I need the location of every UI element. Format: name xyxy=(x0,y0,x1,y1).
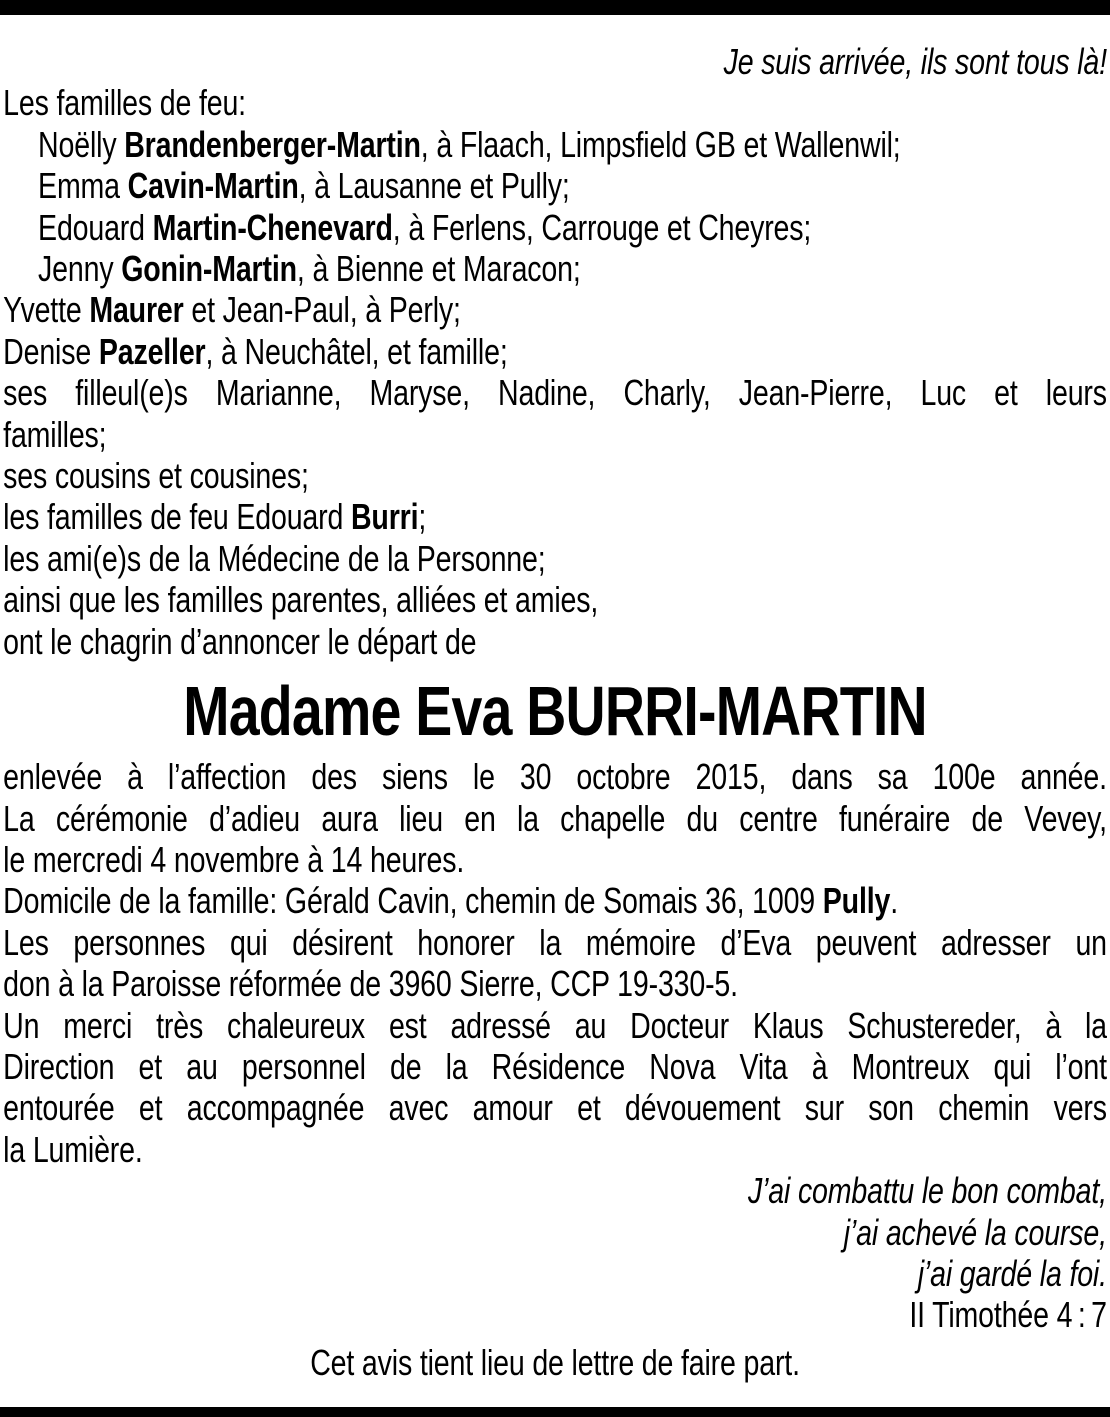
quote-line xyxy=(3,1212,1107,1253)
text-segment: et Jean-Paul, à Perly; xyxy=(183,289,461,331)
detail-lines-block xyxy=(3,756,1107,1170)
bold-name: Maurer xyxy=(89,289,184,331)
family-address-line xyxy=(3,880,1107,921)
text-segment: Emma xyxy=(38,165,128,207)
thanks-line xyxy=(3,1129,1107,1170)
text-segment: Un merci très chaleureux est adressé au Docteur Klaus Schustereder, à la xyxy=(3,1004,1107,1046)
text-segment: Les familles de feu: xyxy=(3,82,246,124)
text-segment: les ami(e)s de la Médecine de la Personne; xyxy=(3,537,546,579)
ceremony-line xyxy=(3,798,1107,839)
donation-line xyxy=(3,922,1107,963)
text-segment: Noëlly xyxy=(38,123,125,165)
relative-line xyxy=(3,248,1107,289)
text-segment: La cérémonie d’adieu aura lieu en la chapelle du centre funéraire de Vevey, xyxy=(3,797,1107,839)
text-segment: ses filleul(e)s Marianne, Maryse, Nadine, Charly, Jean-Pierre, Luc et leurs xyxy=(3,372,1107,414)
text-segment: Direction et au personnel de la Résidence Nova Vita à Montreux qui l’ont xyxy=(3,1045,1107,1087)
text-segment: , à Neuchâtel, et famille; xyxy=(205,330,508,372)
relative-line xyxy=(3,538,1107,579)
bottom-rule xyxy=(0,1407,1110,1417)
text-segment: , à Ferlens, Carrouge et Cheyres; xyxy=(392,206,812,248)
text-segment: ; xyxy=(418,496,427,538)
text-segment: Jenny xyxy=(38,248,122,290)
death-details-line xyxy=(3,756,1107,797)
closing-line: Cet avis tient lieu de lettre de faire part. xyxy=(310,1341,800,1383)
relative-line xyxy=(3,455,1107,496)
text-segment: j’ai gardé la foi. xyxy=(917,1252,1107,1294)
bold-name: Burri xyxy=(350,496,419,538)
text-segment: le mercredi 4 novembre à 14 heures. xyxy=(3,838,465,880)
text-segment: Yvette xyxy=(3,289,90,331)
announcement-line xyxy=(3,621,1107,662)
quote-block xyxy=(3,1170,1107,1294)
relative-line xyxy=(3,579,1107,620)
text-segment: Edouard xyxy=(38,206,153,248)
text-segment: j’ai achevé la course, xyxy=(843,1211,1107,1253)
donation-line xyxy=(3,963,1107,1004)
notice-content xyxy=(0,15,1110,1383)
bold-name: Brandenberger-Martin xyxy=(124,123,421,165)
thanks-line xyxy=(3,1005,1107,1046)
relative-line xyxy=(3,331,1107,372)
text-segment: Les personnes qui désirent honorer la mémoire d’Eva peuvent adresser un xyxy=(3,921,1107,963)
text-segment: , à Flaach, Limpsfield GB et Wallenwil; xyxy=(420,123,901,165)
bold-name: Martin-Chenevard xyxy=(152,206,393,248)
text-segment: entourée et accompagnée avec amour et dévouement sur son chemin vers xyxy=(3,1087,1107,1129)
bold-name: Pully xyxy=(822,880,891,922)
text-segment: , à Bienne et Maracon; xyxy=(296,248,581,290)
family-lines-block xyxy=(3,82,1107,662)
text-segment: Denise xyxy=(3,330,99,372)
text-segment: don à la Paroisse réformée de 3960 Sierre, CCP 19-330-5. xyxy=(3,963,738,1005)
intro-line xyxy=(3,82,1107,123)
text-segment: familles; xyxy=(3,413,107,455)
text-segment: ainsi que les familles parentes, alliées et amies, xyxy=(3,579,599,621)
text-segment: . xyxy=(890,880,898,922)
relative-line xyxy=(3,207,1107,248)
relative-line xyxy=(3,414,1107,455)
thanks-line xyxy=(3,1087,1107,1128)
deceased-name: Madame Eva BURRI-MARTIN xyxy=(183,672,927,751)
text-segment: ont le chagrin d’annoncer le départ de xyxy=(3,620,477,662)
thanks-line xyxy=(3,1046,1107,1087)
top-rule xyxy=(0,0,1110,15)
text-segment: , à Lausanne et Pully; xyxy=(298,165,570,207)
relative-line xyxy=(3,496,1107,537)
relative-line xyxy=(3,289,1107,330)
bold-name: Gonin-Martin xyxy=(121,248,297,290)
text-segment: ses cousins et cousines; xyxy=(3,455,309,497)
relative-line xyxy=(3,372,1107,413)
relative-line xyxy=(3,124,1107,165)
quote-reference: II Timothée 4 : 7 xyxy=(909,1294,1107,1336)
quote-line xyxy=(3,1253,1107,1294)
epigraph: Je suis arrivée, ils sont tous là! xyxy=(723,41,1107,82)
text-segment: J’ai combattu le bon combat, xyxy=(747,1170,1107,1212)
text-segment: les familles de feu Edouard xyxy=(3,496,351,538)
text-segment: enlevée à l’affection des siens le 30 octobre 2015, dans sa 100e année. xyxy=(3,756,1107,798)
text-segment: Domicile de la famille: Gérald Cavin, chemin de Somais 36, 1009 xyxy=(3,880,823,922)
relative-line xyxy=(3,165,1107,206)
bold-name: Cavin-Martin xyxy=(127,165,299,207)
bold-name: Pazeller xyxy=(98,330,206,372)
text-segment: la Lumière. xyxy=(3,1128,143,1170)
ceremony-line xyxy=(3,839,1107,880)
quote-line xyxy=(3,1170,1107,1211)
